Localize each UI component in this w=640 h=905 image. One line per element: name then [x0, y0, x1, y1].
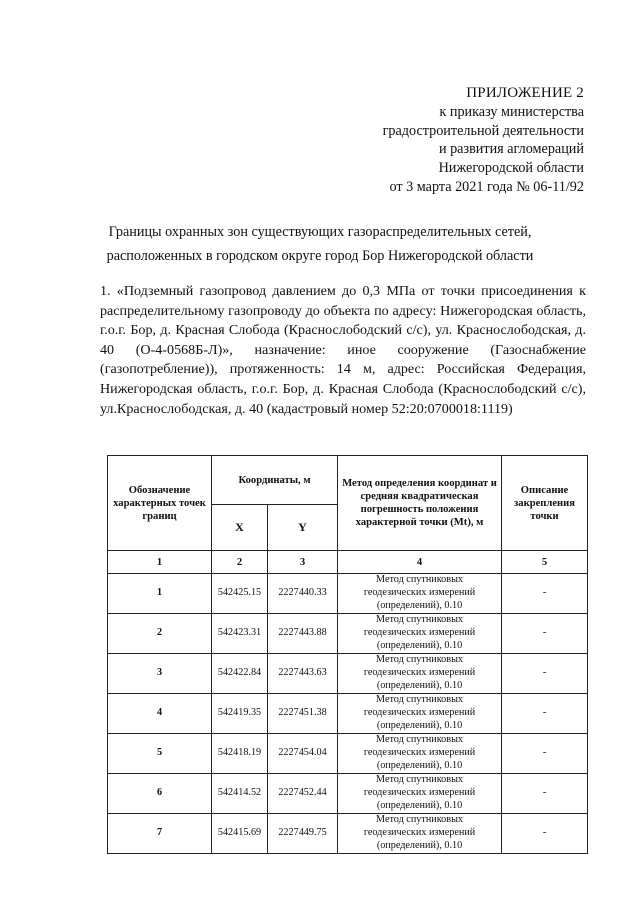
- cell-method: [338, 574, 502, 614]
- cell-y: 2227443.63: [268, 654, 338, 694]
- table-row: [108, 654, 588, 694]
- appendix-line-2: градостроительной деятельности: [382, 122, 584, 139]
- cell-method-line: Метод спутниковых: [376, 614, 464, 626]
- cell-point: 3: [108, 654, 212, 694]
- cell-x: 542414.52: [212, 774, 268, 814]
- column-number: 4: [338, 551, 502, 574]
- cell-method-line: (определений), 0.10: [376, 679, 463, 691]
- cell-desc: -: [502, 614, 588, 654]
- cell-y: 2227454.04: [268, 734, 338, 774]
- cell-method-line: (определений), 0.10: [376, 799, 463, 811]
- cell-point: 4: [108, 694, 212, 734]
- appendix-line-1: к приказу министерства: [439, 103, 584, 120]
- header-method: Метод определения координат и средняя квадратическая погрешность положения характерной точки (Mt), м: [338, 456, 502, 551]
- cell-method: [338, 654, 502, 694]
- cell-method-line: Метод спутниковых: [376, 694, 464, 706]
- cell-method-line: (определений), 0.10: [376, 759, 463, 771]
- cell-method: [338, 614, 502, 654]
- table-row: [108, 734, 588, 774]
- document-title-line-2: расположенных в городском округе город Бор Нижегородской области: [106, 248, 534, 264]
- cell-method-line: Метод спутниковых: [376, 734, 464, 746]
- column-number: 2: [212, 551, 268, 574]
- section-paragraph: 1. «Подземный газопровод давлением до 0,3 МПа от точки присоединения к распределительному газопроводу до объекта по адресу: Нижегородская область, г.о.г. Бор, д. Красная Слобода (Краснослободский с/с), ул. Краснослободская, д. 40 (О-4-0568Б-Л)», назначение: иное сооружение (Газоснабжение (газопотребление)), протяженность: 14 м, адрес: Российская Федерация, Нижегородская область, г.о.г. Бор, д. Красная Слобода (Краснослободский с/с), ул.Краснослободская, д. 40 (кадастровый номер 52:20:0700018:1119): [100, 283, 586, 417]
- cell-method-line: геодезических измерений: [363, 787, 476, 799]
- table-row: [108, 574, 588, 614]
- cell-method-line: (определений), 0.10: [376, 839, 463, 851]
- table-row: [108, 814, 588, 854]
- coordinates-table: [107, 455, 588, 854]
- cell-y: 2227451.38: [268, 694, 338, 734]
- cell-method: [338, 694, 502, 734]
- cell-point: 6: [108, 774, 212, 814]
- cell-method-line: геодезических измерений: [363, 747, 476, 759]
- column-number: 3: [268, 551, 338, 574]
- table-row: [108, 694, 588, 734]
- cell-method-line: геодезических измерений: [363, 627, 476, 639]
- cell-desc: -: [502, 654, 588, 694]
- header-x: X: [212, 505, 268, 551]
- cell-desc: -: [502, 734, 588, 774]
- cell-desc: -: [502, 694, 588, 734]
- cell-point: 1: [108, 574, 212, 614]
- cell-y: 2227443.88: [268, 614, 338, 654]
- column-number: 5: [502, 551, 588, 574]
- cell-y: 2227440.33: [268, 574, 338, 614]
- cell-x: 542423.31: [212, 614, 268, 654]
- table-header-row: [108, 456, 588, 505]
- column-number-row: [108, 551, 588, 574]
- cell-method-line: геодезических измерений: [363, 667, 476, 679]
- cell-method-line: Метод спутниковых: [376, 654, 464, 666]
- cell-x: 542415.69: [212, 814, 268, 854]
- cell-x: 542425.15: [212, 574, 268, 614]
- appendix-title: ПРИЛОЖЕНИЕ 2: [466, 85, 584, 101]
- cell-method-line: (определений), 0.10: [376, 639, 463, 651]
- cell-method: [338, 774, 502, 814]
- header-desc: Описание закрепления точки: [502, 456, 588, 551]
- table-row: [108, 614, 588, 654]
- cell-method-line: геодезических измерений: [363, 827, 476, 839]
- column-number: 1: [108, 551, 212, 574]
- cell-y: 2227452.44: [268, 774, 338, 814]
- cell-method: [338, 734, 502, 774]
- document-title-line-1: Границы охранных зон существующих газораспределительных сетей,: [108, 224, 532, 240]
- cell-point: 5: [108, 734, 212, 774]
- cell-point: 2: [108, 614, 212, 654]
- cell-x: 542419.35: [212, 694, 268, 734]
- cell-method-line: геодезических измерений: [363, 707, 476, 719]
- cell-x: 542418.19: [212, 734, 268, 774]
- cell-method-line: Метод спутниковых: [376, 814, 464, 826]
- cell-method-line: (определений), 0.10: [376, 599, 463, 611]
- table-body: [108, 551, 588, 854]
- appendix-line-3: и развития агломераций: [438, 141, 584, 158]
- cell-method-line: геодезических измерений: [363, 587, 476, 599]
- cell-x: 542422.84: [212, 654, 268, 694]
- document-title: [60, 220, 580, 268]
- cell-desc: -: [502, 814, 588, 854]
- cell-method-line: Метод спутниковых: [376, 574, 464, 586]
- cell-method-line: Метод спутниковых: [376, 774, 464, 786]
- appendix-header: [224, 84, 584, 197]
- cell-desc: -: [502, 774, 588, 814]
- cell-method-line: (определений), 0.10: [376, 719, 463, 731]
- appendix-line-5: от 3 марта 2021 года № 06-11/92: [389, 178, 584, 195]
- header-point: Обозначение характерных точек границ: [108, 456, 212, 551]
- cell-method: [338, 814, 502, 854]
- table-row: [108, 774, 588, 814]
- cell-desc: -: [502, 574, 588, 614]
- coordinates-table-wrapper: [107, 455, 587, 854]
- cell-point: 7: [108, 814, 212, 854]
- appendix-line-4: Нижегородской области: [438, 160, 584, 177]
- header-coords: Координаты, м: [212, 456, 338, 505]
- cell-y: 2227449.75: [268, 814, 338, 854]
- header-y: Y: [268, 505, 338, 551]
